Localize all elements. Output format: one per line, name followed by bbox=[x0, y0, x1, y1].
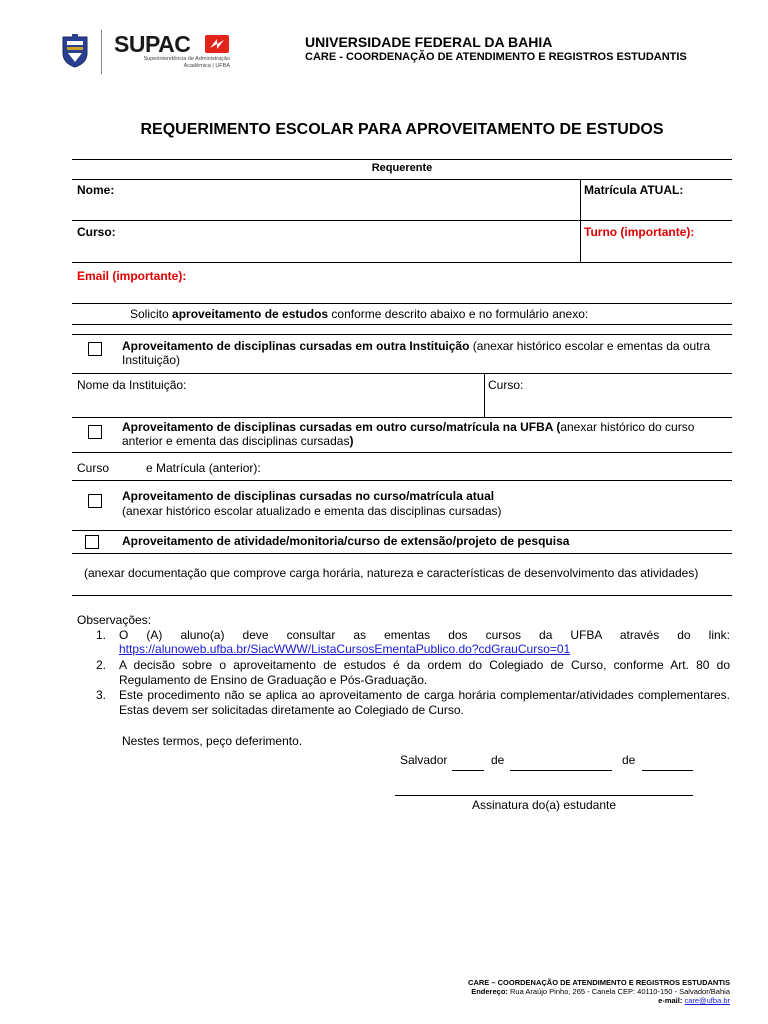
header-divider bbox=[101, 30, 102, 74]
page-title: REQUERIMENTO ESCOLAR PARA APROVEITAMENTO DE ESTUDOS bbox=[140, 121, 664, 138]
request-statement bbox=[130, 307, 588, 321]
row-divider bbox=[72, 324, 732, 325]
city-label: Salvador bbox=[400, 753, 448, 767]
footer-email-label: e-mail: bbox=[658, 996, 683, 1005]
ementas-link[interactable]: https://alunoweb.ufba.br/SiacWWW/ListaCursosEmentaPublico.do?cdGrauCurso=01 bbox=[119, 642, 571, 656]
observation-1-number: 1. bbox=[96, 628, 107, 642]
option-2-text bbox=[122, 420, 730, 448]
request-suffix: conforme descrito abaixo e no formulário anexo: bbox=[328, 307, 589, 321]
option-1-bold: Aproveitamento de disciplinas cursadas em outra Instituição bbox=[122, 339, 470, 353]
row-divider bbox=[72, 220, 732, 221]
name-label: Nome: bbox=[77, 183, 115, 197]
supac-logo-text: SUPAC bbox=[114, 31, 191, 57]
option-1-checkbox[interactable] bbox=[88, 342, 102, 356]
option-4-bold: Aproveitamento de atividade/monitoria/curso de extensão/projeto de pesquisa bbox=[122, 534, 570, 548]
observations-title: Observações: bbox=[77, 613, 152, 627]
row-divider bbox=[72, 334, 732, 335]
option-3-text bbox=[122, 489, 730, 519]
turno-label: Turno (importante): bbox=[584, 225, 695, 239]
col-divider bbox=[484, 373, 485, 417]
department-name: CARE - COORDENAÇÃO DE ATENDIMENTO E REGISTROS ESTUDANTIS bbox=[305, 51, 687, 63]
matricula-label: Matrícula ATUAL: bbox=[584, 183, 684, 197]
option-2-normal: anexar histórico do curso anterior e ementa das disciplinas cursadas bbox=[122, 420, 695, 448]
institution-course-field[interactable] bbox=[522, 376, 730, 414]
day-field[interactable] bbox=[452, 770, 484, 771]
de-label-2: de bbox=[622, 753, 636, 767]
supac-logo-mark-icon bbox=[205, 35, 229, 53]
option-1-text bbox=[122, 339, 730, 367]
curso-anterior-label: Curso bbox=[77, 461, 110, 475]
footer-address bbox=[468, 987, 730, 996]
ufba-crest-icon bbox=[60, 33, 90, 69]
de-label-1: de bbox=[491, 753, 505, 767]
option-2-checkbox[interactable] bbox=[88, 425, 102, 439]
option-3-bold: Aproveitamento de disciplinas cursadas no curso/matrícula atual bbox=[122, 489, 495, 503]
matricula-anterior-label: e Matrícula (anterior): bbox=[146, 461, 261, 475]
observation-1 bbox=[119, 628, 730, 656]
option-3-normal: (anexar histórico escolar atualizado e ementa das disciplinas cursadas) bbox=[122, 504, 502, 518]
row-divider bbox=[72, 303, 732, 304]
observation-1-text: O (A) aluno(a) deve consultar as ementas dos cursos da UFBA através do link: bbox=[119, 628, 730, 642]
name-field[interactable] bbox=[120, 181, 575, 219]
institution-course-label: Curso: bbox=[488, 378, 524, 392]
footer-email-link[interactable]: care@ufba.br bbox=[684, 996, 730, 1005]
requerente-header: Requerente bbox=[371, 162, 433, 174]
year-field[interactable] bbox=[642, 770, 693, 771]
row-divider bbox=[72, 262, 732, 263]
row-divider bbox=[72, 452, 732, 453]
row-divider bbox=[72, 373, 732, 374]
row-divider bbox=[72, 179, 732, 180]
option-4-checkbox[interactable] bbox=[85, 535, 99, 549]
signature-line[interactable] bbox=[395, 795, 693, 796]
footer-title: CARE – COORDENAÇÃO DE ATENDIMENTO E REGISTROS ESTUDANTIS bbox=[468, 978, 730, 987]
turno-field[interactable] bbox=[584, 240, 730, 260]
signature-label: Assinatura do(a) estudante bbox=[471, 798, 617, 812]
footer-email bbox=[468, 996, 730, 1005]
university-name: UNIVERSIDADE FEDERAL DA BAHIA bbox=[305, 34, 553, 50]
row-divider bbox=[72, 553, 732, 554]
supac-subtitle-line-1: Superintendência de Administração bbox=[143, 56, 230, 62]
row-divider bbox=[72, 480, 732, 481]
option-1-normal: (anexar histórico escolar e ementas da outra Instituição) bbox=[122, 339, 711, 367]
row-divider bbox=[72, 417, 732, 418]
institution-label: Nome da Instituição: bbox=[77, 378, 187, 392]
institution-field[interactable] bbox=[180, 376, 480, 414]
curso-field[interactable] bbox=[120, 222, 575, 260]
footer-address-text: Rua Araújo Pinho, 265 - Canela CEP: 40110-150 - Salvador/Bahia bbox=[507, 987, 730, 996]
option-3-checkbox[interactable] bbox=[88, 494, 102, 508]
observation-2-text: A decisão sobre o aproveitamento de estudos é da ordem do Colegiado de Curso, conforme Art. 80 do Regulamento de Ensino de Graduação e Pós-Graduação. bbox=[119, 658, 730, 687]
observation-3-number: 3. bbox=[96, 688, 107, 702]
matricula-field[interactable] bbox=[584, 198, 730, 218]
email-label: Email (importante): bbox=[77, 269, 187, 283]
table-top-border bbox=[72, 159, 732, 160]
curso-label: Curso: bbox=[77, 225, 116, 239]
row-divider bbox=[72, 530, 732, 531]
footer bbox=[468, 978, 730, 1005]
option-2-bold-end: ) bbox=[349, 434, 354, 448]
supac-logo bbox=[114, 31, 190, 58]
request-prefix: Solicito bbox=[130, 307, 173, 321]
request-bold: aproveitamento de estudos bbox=[172, 307, 329, 321]
option-2-bold: Aproveitamento de disciplinas cursadas em outro curso/matrícula na UFBA ( bbox=[122, 420, 561, 434]
table-bottom-border bbox=[72, 595, 732, 596]
supac-subtitle-line-2: Acadêmica | UFBA bbox=[183, 63, 230, 69]
curso-matricula-label bbox=[77, 461, 109, 475]
supac-logo-subtitle bbox=[138, 56, 230, 70]
month-field[interactable] bbox=[510, 770, 612, 771]
footer-address-label: Endereço: bbox=[471, 987, 508, 996]
observation-3-text: Este procedimento não se aplica ao aproveitamento de carga horária complementar/atividades complementares. Estas devem ser solicitadas diretamente ao Colegiado de Curso. bbox=[119, 688, 730, 717]
email-field[interactable] bbox=[180, 266, 730, 300]
observation-2-number: 2. bbox=[96, 658, 107, 672]
closing-text: Nestes termos, peço deferimento. bbox=[122, 734, 303, 748]
option-4-normal: (anexar documentação que comprove carga horária, natureza e características de desenvolvimento das atividades) bbox=[84, 566, 699, 580]
